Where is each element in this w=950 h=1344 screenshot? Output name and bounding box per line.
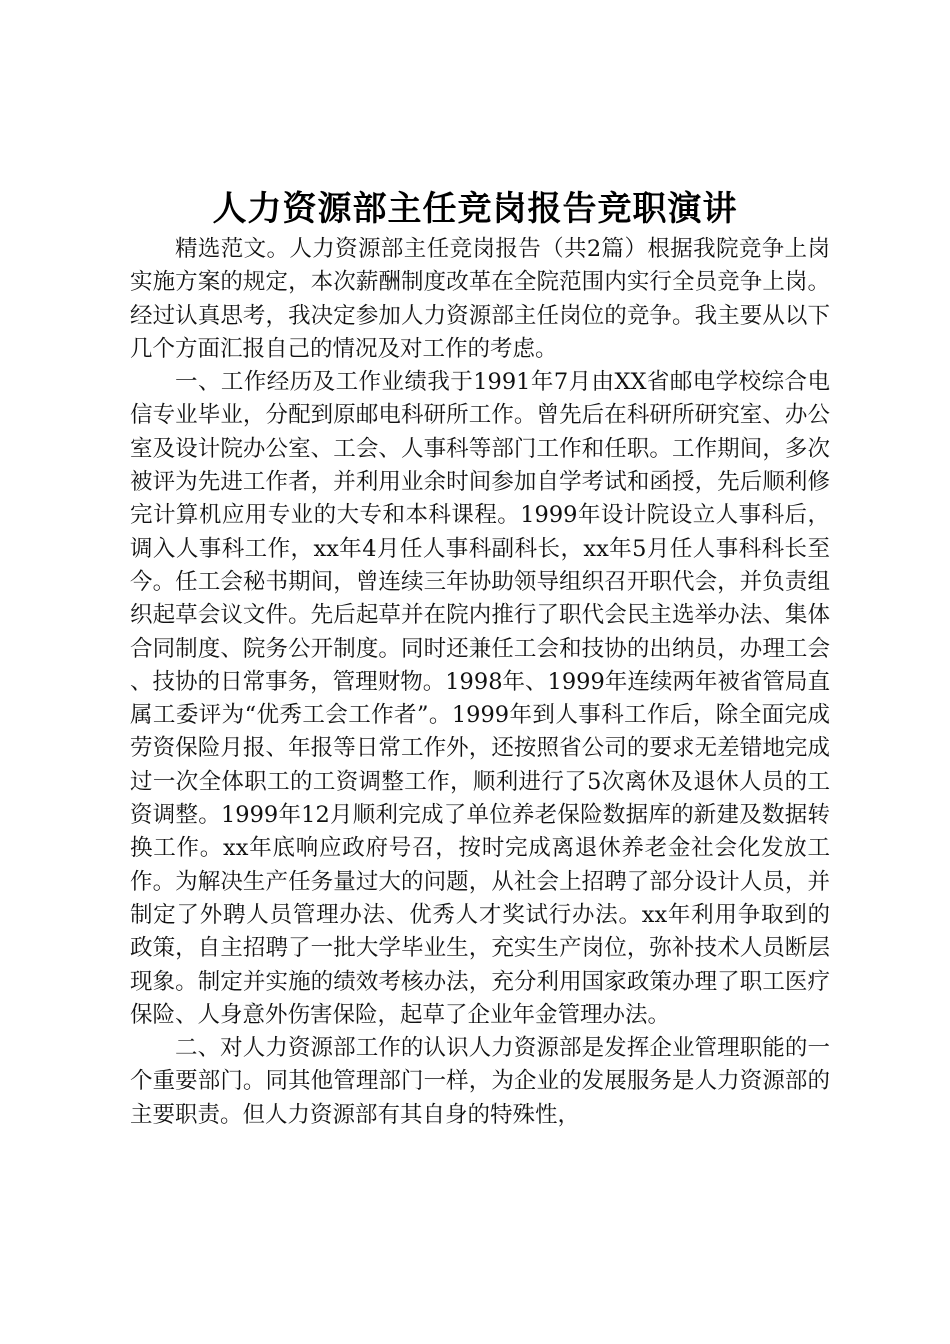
- paragraph-intro: 精选范文。人力资源部主任竞岗报告（共2篇）根据我院竞争上岗实施方案的规定，本次薪酬制度改革在全院范围内实行全员竞争上岗。经过认真思考，我决定参加人力资源部主任岗位的竞争。我主要从以下几个方面汇报自己的情况及对工作的考虑。: [130, 236, 830, 362]
- paragraph-understanding: 二、对人力资源部工作的认识人力资源部是发挥企业管理职能的一个重要部门。同其他管理部门一样，为企业的发展服务是人力资源部的主要职责。但人力资源部有其自身的特殊性，: [130, 1035, 830, 1128]
- document-body: [130, 233, 830, 1132]
- paragraph-work-experience: 一、工作经历及工作业绩我于1991年7月由XX省邮电学校综合电信专业毕业，分配到原邮电科研所工作。曾先后在科研所研究室、办公室及设计院办公室、工会、人事科等部门工作和任职。工作期间，多次被评为先进工作者，并利用业余时间参加自学考试和函授，先后顺利修完计算机应用专业的大专和本科课程。1999年设计院设立人事科后，调入人事科工作，xx年4月任人事科副科长，xx年5月任人事科科长至今。任工会秘书期间，曾连续三年协助领导组织召开职代会，并负责组织起草会议文件。先后起草并在院内推行了职代会民主选举办法、集体合同制度、院务公开制度。同时还兼任工会和技协的出纳员，办理工会、技协的日常事务，管理财物。1998年、1999年连续两年被省管局直属工委评为“优秀工会工作者”。1999年到人事科工作后，除全面完成劳资保险月报、年报等日常工作外，还按照省公司的要求无差错地完成过一次全体职工的工资调整工作，顺利进行了5次离休及退休人员的工资调整。1999年12月顺利完成了单位养老保险数据库的新建及数据转换工作。xx年底响应政府号召，按时完成离退休养老金社会化发放工作。为解决生产任务量过大的问题，从社会上招聘了部分设计人员，并制定了外聘人员管理办法、优秀人才奖试行办法。xx年利用争取到的政策，自主招聘了一批大学毕业生，充实生产岗位，弥补技术人员断层现象。制定并实施的绩效考核办法，充分利用国家政策办理了职工医疗保险、人身意外伤害保险，起草了企业年金管理办法。: [130, 369, 830, 1028]
- document-title: 人力资源部主任竞岗报告竞职演讲: [212, 189, 738, 229]
